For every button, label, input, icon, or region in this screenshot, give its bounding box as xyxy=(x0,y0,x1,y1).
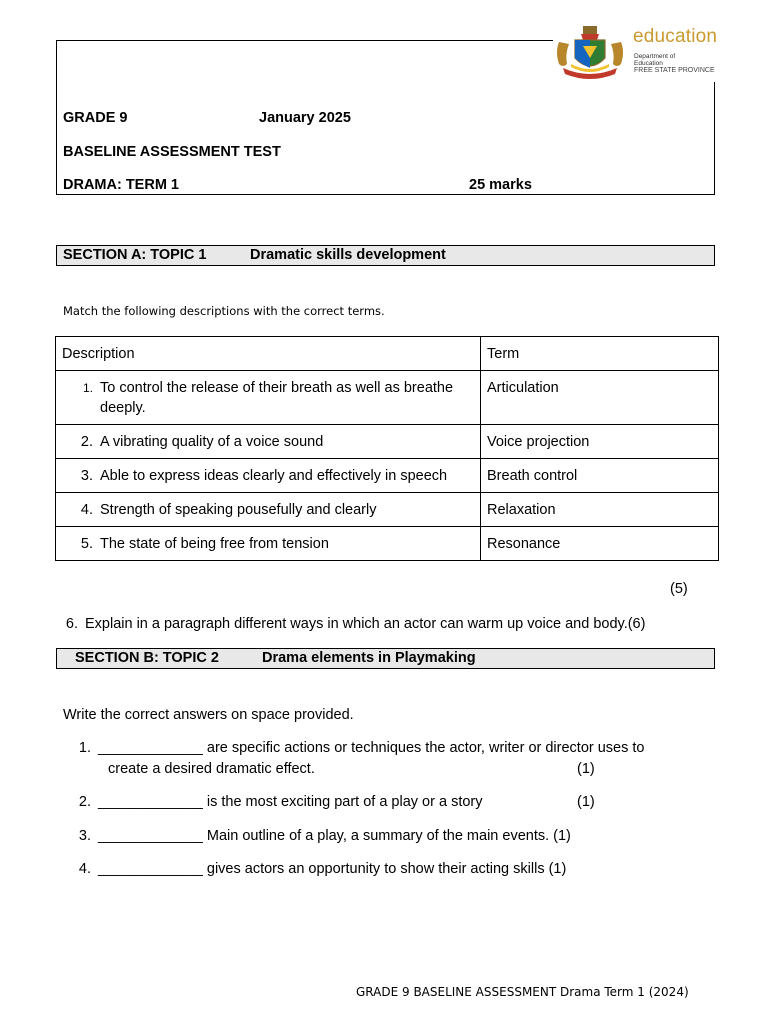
table-row xyxy=(56,459,719,493)
description-cell xyxy=(56,459,481,493)
term-cell: Resonance xyxy=(481,527,719,561)
page-footer: GRADE 9 BASELINE ASSESSMENT Drama Term 1 (2024) xyxy=(356,985,689,999)
description-cell xyxy=(56,371,481,425)
test-date: January 2025 xyxy=(259,110,351,126)
fill-question-3 xyxy=(54,826,714,847)
logo-wordmark: education xyxy=(633,26,718,47)
term-cell: Articulation xyxy=(481,371,719,425)
term-cell: Breath control xyxy=(481,459,719,493)
column-header-term: Term xyxy=(481,337,719,371)
education-logo xyxy=(553,24,731,82)
row-description: To control the release of their breath as well as breathe deeply. xyxy=(100,380,454,416)
table-row xyxy=(56,527,719,561)
logo-education-line: Education xyxy=(634,60,663,67)
question-6 xyxy=(41,614,741,635)
fill-question-4 xyxy=(54,859,714,880)
table-marks: (5) xyxy=(670,581,688,597)
fill-question-1-continuation: create a desired dramatic effect. xyxy=(108,761,315,777)
question-1-marks: (1) xyxy=(577,761,595,777)
term-cell: Relaxation xyxy=(481,493,719,527)
grade-label: GRADE 9 xyxy=(63,110,128,126)
question-number: 4. xyxy=(78,861,91,877)
row-number: 3. xyxy=(80,468,93,484)
question-6-text: Explain in a paragraph different ways in which an actor can warm up voice and body.(6) xyxy=(85,616,646,632)
table-header-row xyxy=(56,337,719,371)
table-row xyxy=(56,371,719,425)
answer-blank[interactable]: _____________ xyxy=(98,740,203,756)
fill-question-2 xyxy=(54,792,714,813)
row-description: Strength of speaking pousefully and clearly xyxy=(100,502,377,518)
coat-of-arms-icon xyxy=(553,24,627,82)
logo-department-line: Department of xyxy=(634,53,676,60)
table-row xyxy=(56,493,719,527)
row-number: 2. xyxy=(80,434,93,450)
section-a-heading xyxy=(56,245,715,266)
column-header-description: Description xyxy=(56,337,481,371)
answer-blank[interactable]: _____________ xyxy=(98,861,203,877)
section-b-label: SECTION B: TOPIC 2 xyxy=(75,650,219,666)
section-b-instruction: Write the correct answers on space provided. xyxy=(63,707,354,723)
description-cell xyxy=(56,527,481,561)
section-a-topic: Dramatic skills development xyxy=(250,247,446,263)
logo-province-line: FREE STATE PROVINCE xyxy=(634,67,715,74)
question-text: gives actors an opportunity to show their acting skills (1) xyxy=(206,861,567,877)
table-row xyxy=(56,425,719,459)
section-a-instruction: Match the following descriptions with the correct terms. xyxy=(63,304,385,318)
question-text: Main outline of a play, a summary of the main events. (1) xyxy=(206,828,571,844)
fill-question-1 xyxy=(54,738,714,759)
section-b-topic: Drama elements in Playmaking xyxy=(262,650,476,666)
question-number: 2. xyxy=(78,794,91,810)
row-description: Able to express ideas clearly and effectively in speech xyxy=(100,468,448,484)
question-number: 1. xyxy=(78,740,91,756)
answer-blank[interactable]: _____________ xyxy=(98,828,203,844)
row-description: A vibrating quality of a voice sound xyxy=(100,434,324,450)
question-text: are specific actions or techniques the actor, writer or director uses to xyxy=(206,740,645,756)
question-number: 3. xyxy=(78,828,91,844)
section-b-heading xyxy=(56,648,715,669)
row-number: 1. xyxy=(82,381,93,395)
row-description: The state of being free from tension xyxy=(100,536,329,552)
test-title: BASELINE ASSESSMENT TEST xyxy=(63,144,281,160)
answer-blank[interactable]: _____________ xyxy=(98,794,203,810)
question-2-marks: (1) xyxy=(577,794,595,810)
description-cell xyxy=(56,425,481,459)
match-table xyxy=(55,336,719,561)
subject-label: DRAMA: TERM 1 xyxy=(63,177,179,193)
question-text: is the most exciting part of a play or a story xyxy=(206,794,483,810)
row-number: 5. xyxy=(80,536,93,552)
description-cell xyxy=(56,493,481,527)
total-marks: 25 marks xyxy=(469,177,532,193)
term-cell: Voice projection xyxy=(481,425,719,459)
section-a-label: SECTION A: TOPIC 1 xyxy=(63,247,207,263)
row-number: 4. xyxy=(80,502,93,518)
question-number: 6. xyxy=(65,616,78,632)
